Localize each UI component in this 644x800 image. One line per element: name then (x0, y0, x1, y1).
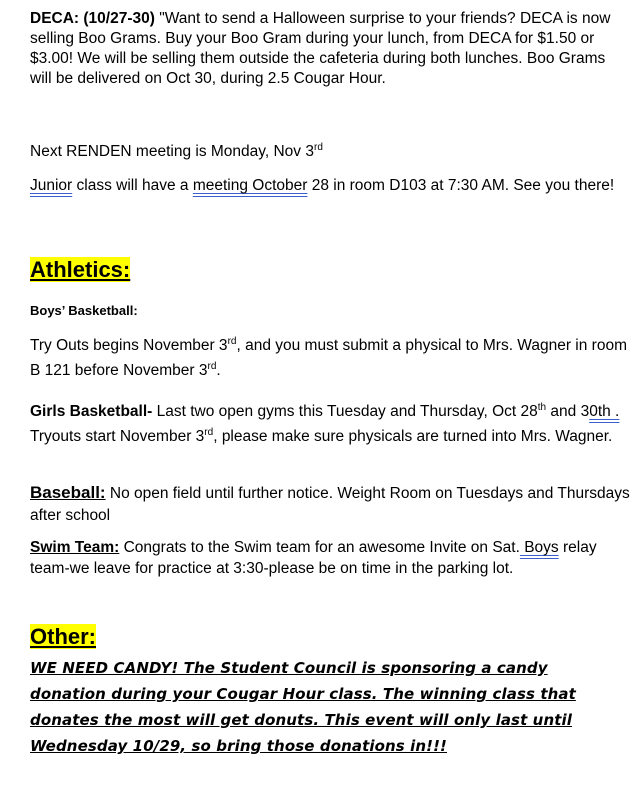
girls-basketball-text (30, 399, 630, 449)
swim-label: Swim Team: (30, 539, 120, 556)
girls-text-5: , please make sure physicals are turned into Mrs. Wagner. (213, 428, 613, 445)
renden-sup: rd (313, 142, 323, 153)
girls-text-3: 0th . (589, 403, 620, 420)
candy-line: donation during your Cougar Hour class. The winning class that (30, 685, 576, 703)
other-section (30, 624, 630, 650)
renden-text: Next RENDEN meeting is Monday, Nov 3 (30, 143, 314, 160)
athletics-heading: Athletics: (30, 257, 131, 282)
deca-label: DECA: (10/27-30) (30, 10, 155, 27)
deca-text: "Want to send a Halloween surprise to your friends? DECA is now selling Boo Grams. Buy your Boo Gram during your lunch, from DECA for $1.50 or $3.00! We will be selling them outside the cafeteria during both lunches. Boo Grams will be delivered on Oct 30, during 2.5 Cougar Hour. (30, 10, 611, 87)
boys-text-1: Try Outs begins November 3 (30, 337, 228, 354)
junior-announcement (30, 176, 630, 196)
junior-text-1: class will have a (72, 177, 193, 194)
candy-line: donates the most will get donuts. This event will only last until (30, 711, 572, 729)
boys-basketball-text (30, 333, 630, 383)
boys-text-2: , and you must submit a physical to Mrs. Wagner in room B 121 before November 3 (30, 337, 627, 379)
deca-announcement (30, 9, 630, 89)
girls-text-1: Last two open gyms this Tuesday and Thursday, Oct 28 (152, 403, 538, 420)
swim-text-1: Congrats to the Swim team for an awesome Invite on Sat. (119, 539, 520, 556)
girls-sup-1: th (537, 402, 547, 413)
junior-text-2: 28 in room D103 at 7:30 AM. See you there! (307, 177, 615, 194)
renden-announcement (30, 142, 630, 162)
girls-sup-2: rd (204, 427, 214, 438)
baseball-body: No open field until further notice. Weight Room on Tuesdays and Thursdays after school (30, 485, 630, 524)
girls-label: Girls Basketball- (30, 403, 153, 420)
boys-sup-1: rd (227, 336, 237, 347)
boys-text-3: . (216, 362, 221, 379)
baseball-text (30, 482, 630, 527)
athletics-section (30, 257, 630, 283)
candy-line: Wednesday 10/29, so bring those donations in!!! (30, 737, 448, 755)
baseball-label: Baseball: (30, 483, 106, 502)
girls-text-2: and 3 (546, 403, 590, 420)
junior-word: Junior (30, 177, 73, 194)
candy-line: WE NEED CANDY! The Student Council is sponsoring a candy (30, 659, 548, 677)
girls-text-4: Tryouts start November 3 (30, 428, 205, 445)
junior-meeting-word: meeting October (192, 177, 308, 194)
boys-sup-2: rd (207, 361, 217, 372)
other-heading: Other: (30, 624, 96, 649)
swim-text-3: relay team-we leave for practice at 3:30-please be on time in the parking lot. (30, 539, 597, 577)
swim-text-2: Boys (519, 539, 559, 556)
boys-basketball-heading: Boys’ Basketball: (30, 303, 138, 318)
swim-team-text (30, 537, 630, 579)
candy-announcement (30, 655, 640, 759)
